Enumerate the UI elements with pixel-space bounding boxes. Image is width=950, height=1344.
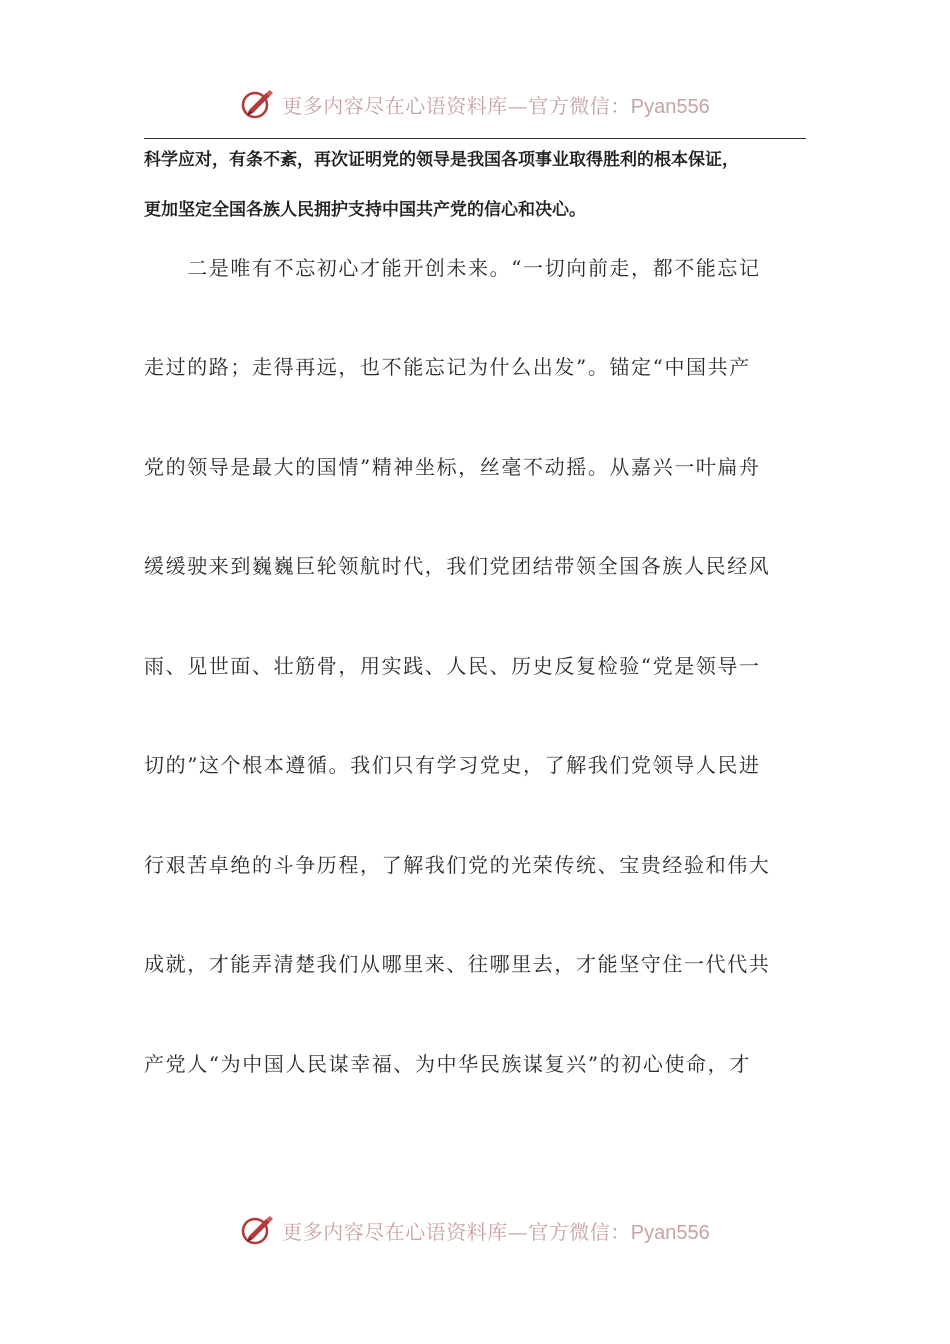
banner-text: 更多内容尽在心语资料库—官方微信：	[282, 93, 631, 118]
paragraph-line: 雨、见世面、壮筋骨，用实践、人民、历史反复检验“党是领导一	[144, 654, 761, 678]
banner-wechat-id: Pyan556	[630, 1221, 710, 1244]
continued-text-line: 科学应对，有条不紊，再次证明党的领导是我国各项事业取得胜利的根本保证，	[144, 150, 739, 170]
banner-text: 更多内容尽在心语资料库—官方微信：	[282, 1219, 631, 1244]
top-watermark-banner	[0, 82, 950, 126]
paragraph-line: 二是唯有不忘初心才能开创未来。“一切向前走，都不能忘记	[144, 256, 761, 280]
paragraph-line: 成就，才能弄清楚我们从哪里来、往哪里去，才能坚守住一代代共	[144, 952, 771, 976]
pen-logo-icon	[240, 86, 276, 122]
bottom-watermark-banner	[0, 1208, 950, 1252]
header-divider	[144, 138, 806, 139]
paragraph-line: 产党人“为中国人民谋幸福、为中华民族谋复兴”的初心使命，才	[144, 1052, 751, 1076]
paragraph-line: 缓缓驶来到巍巍巨轮领航时代，我们党团结带领全国各族人民经风	[144, 554, 771, 578]
paragraph-line: 党的领导是最大的国情”精神坐标，丝毫不动摇。从嘉兴一叶扁舟	[144, 455, 761, 479]
paragraph-line: 走过的路；走得再远，也不能忘记为什么出发”。锚定“中国共产	[144, 355, 751, 379]
paragraph-line: 行艰苦卓绝的斗争历程，了解我们党的光荣传统、宝贵经验和伟大	[144, 853, 771, 877]
pen-logo-icon	[240, 1212, 276, 1248]
paragraph-line: 切的”这个根本遵循。我们只有学习党史，了解我们党领导人民进	[144, 753, 761, 777]
continued-text-line: 更加坚定全国各族人民拥护支持中国共产党的信心和决心。	[144, 200, 586, 220]
banner-wechat-id: Pyan556	[630, 95, 710, 118]
